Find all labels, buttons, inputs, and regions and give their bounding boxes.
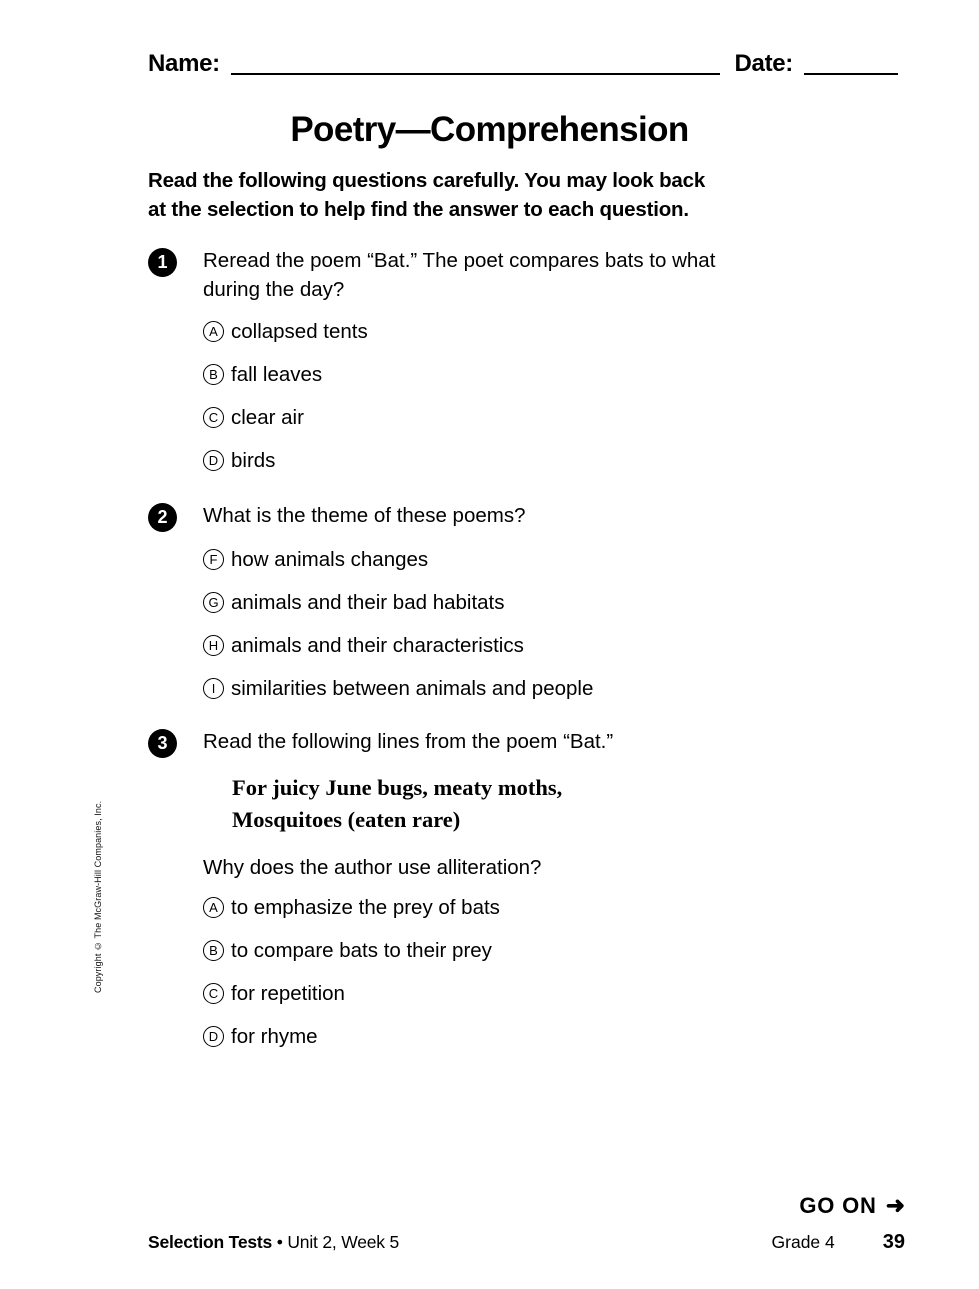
name-date-header [148, 50, 898, 78]
footer-separator: • [272, 1232, 288, 1252]
option-text: to compare bats to their prey [231, 938, 492, 962]
option-row[interactable] [203, 939, 868, 963]
followup-question: Why does the author use alliteration? [203, 856, 542, 879]
option-row[interactable] [203, 634, 868, 658]
option-text: for repetition [231, 981, 345, 1005]
go-on-arrow-icon: ➜ [885, 1192, 905, 1218]
question-3 [148, 727, 868, 1068]
question-number-badge: 2 [148, 503, 177, 532]
option-row[interactable] [203, 982, 868, 1006]
go-on-label: GO ON [799, 1192, 877, 1218]
option-letter-circle: G [203, 592, 224, 613]
instructions [148, 166, 705, 224]
option-letter-circle: F [203, 549, 224, 570]
name-line[interactable] [231, 51, 721, 75]
page-footer [148, 1231, 905, 1254]
option-row[interactable] [203, 677, 868, 701]
option-row[interactable] [203, 896, 868, 920]
option-letter-circle: A [203, 321, 224, 342]
answer-options [203, 548, 868, 701]
question-head [148, 501, 868, 532]
answer-options [203, 896, 868, 1049]
footer-left [148, 1232, 399, 1253]
option-letter-circle: B [203, 364, 224, 385]
question-number-badge: 1 [148, 248, 177, 277]
option-text: similarities between animals and people [231, 676, 594, 700]
option-row[interactable] [203, 591, 868, 615]
question-1 [148, 246, 868, 492]
question-2 [148, 501, 868, 720]
copyright-sidebar: Copyright © The McGraw-Hill Companies, Inc. [93, 800, 103, 993]
option-row[interactable] [203, 406, 868, 430]
question-text-line: Read the following lines from the poem “Bat.” [203, 730, 614, 753]
option-text: animals and their bad habitats [231, 590, 505, 614]
option-row[interactable] [203, 363, 868, 387]
option-text: clear air [231, 405, 304, 429]
answer-options [203, 320, 868, 473]
option-text: fall leaves [231, 362, 323, 386]
option-letter-circle: D [203, 450, 224, 471]
poem-line: For juicy June bugs, meaty moths, [232, 775, 563, 800]
option-letter-circle: C [203, 407, 224, 428]
option-text: for rhyme [231, 1024, 318, 1048]
option-row[interactable] [203, 449, 868, 473]
option-text: birds [231, 448, 276, 472]
date-line[interactable] [804, 51, 898, 75]
question-text-line: What is the theme of these poems? [203, 504, 526, 527]
question-text [203, 501, 525, 530]
footer-unit-week: Unit 2, Week 5 [287, 1232, 400, 1252]
option-letter-circle: H [203, 635, 224, 656]
question-text [203, 246, 715, 304]
go-on-indicator [799, 1192, 905, 1219]
option-letter-circle: D [203, 1026, 224, 1047]
option-letter-circle: B [203, 940, 224, 961]
question-number-badge: 3 [148, 729, 177, 758]
option-row[interactable] [203, 320, 868, 344]
option-text: collapsed tents [231, 319, 368, 343]
question-head [148, 727, 868, 758]
question-text-line: during the day? [203, 278, 345, 301]
instructions-line: at the selection to help find the answer to each question. [148, 198, 689, 221]
question-text [203, 727, 613, 756]
option-row[interactable] [203, 548, 868, 572]
page-title: Poetry—Comprehension [290, 110, 689, 149]
option-row[interactable] [203, 1025, 868, 1049]
option-text: animals and their characteristics [231, 633, 524, 657]
option-letter-circle: A [203, 897, 224, 918]
poem-line: Mosquitoes (eaten rare) [232, 807, 461, 832]
option-letter-circle: C [203, 983, 224, 1004]
instructions-line: Read the following questions carefully. You may look back [148, 169, 706, 192]
footer-grade: Grade 4 [771, 1232, 835, 1252]
question-head [148, 246, 868, 304]
option-letter-circle: I [203, 678, 224, 699]
question-text-line: Reread the poem “Bat.” The poet compares bats to what [203, 249, 716, 272]
option-text: to emphasize the prey of bats [231, 895, 500, 919]
poem-excerpt [232, 772, 868, 836]
footer-series-title: Selection Tests [148, 1232, 273, 1252]
footer-page-number: 39 [882, 1231, 905, 1253]
footer-right [772, 1231, 905, 1254]
date-label: Date: [734, 50, 793, 77]
name-label: Name: [148, 50, 220, 77]
option-text: how animals changes [231, 547, 429, 571]
